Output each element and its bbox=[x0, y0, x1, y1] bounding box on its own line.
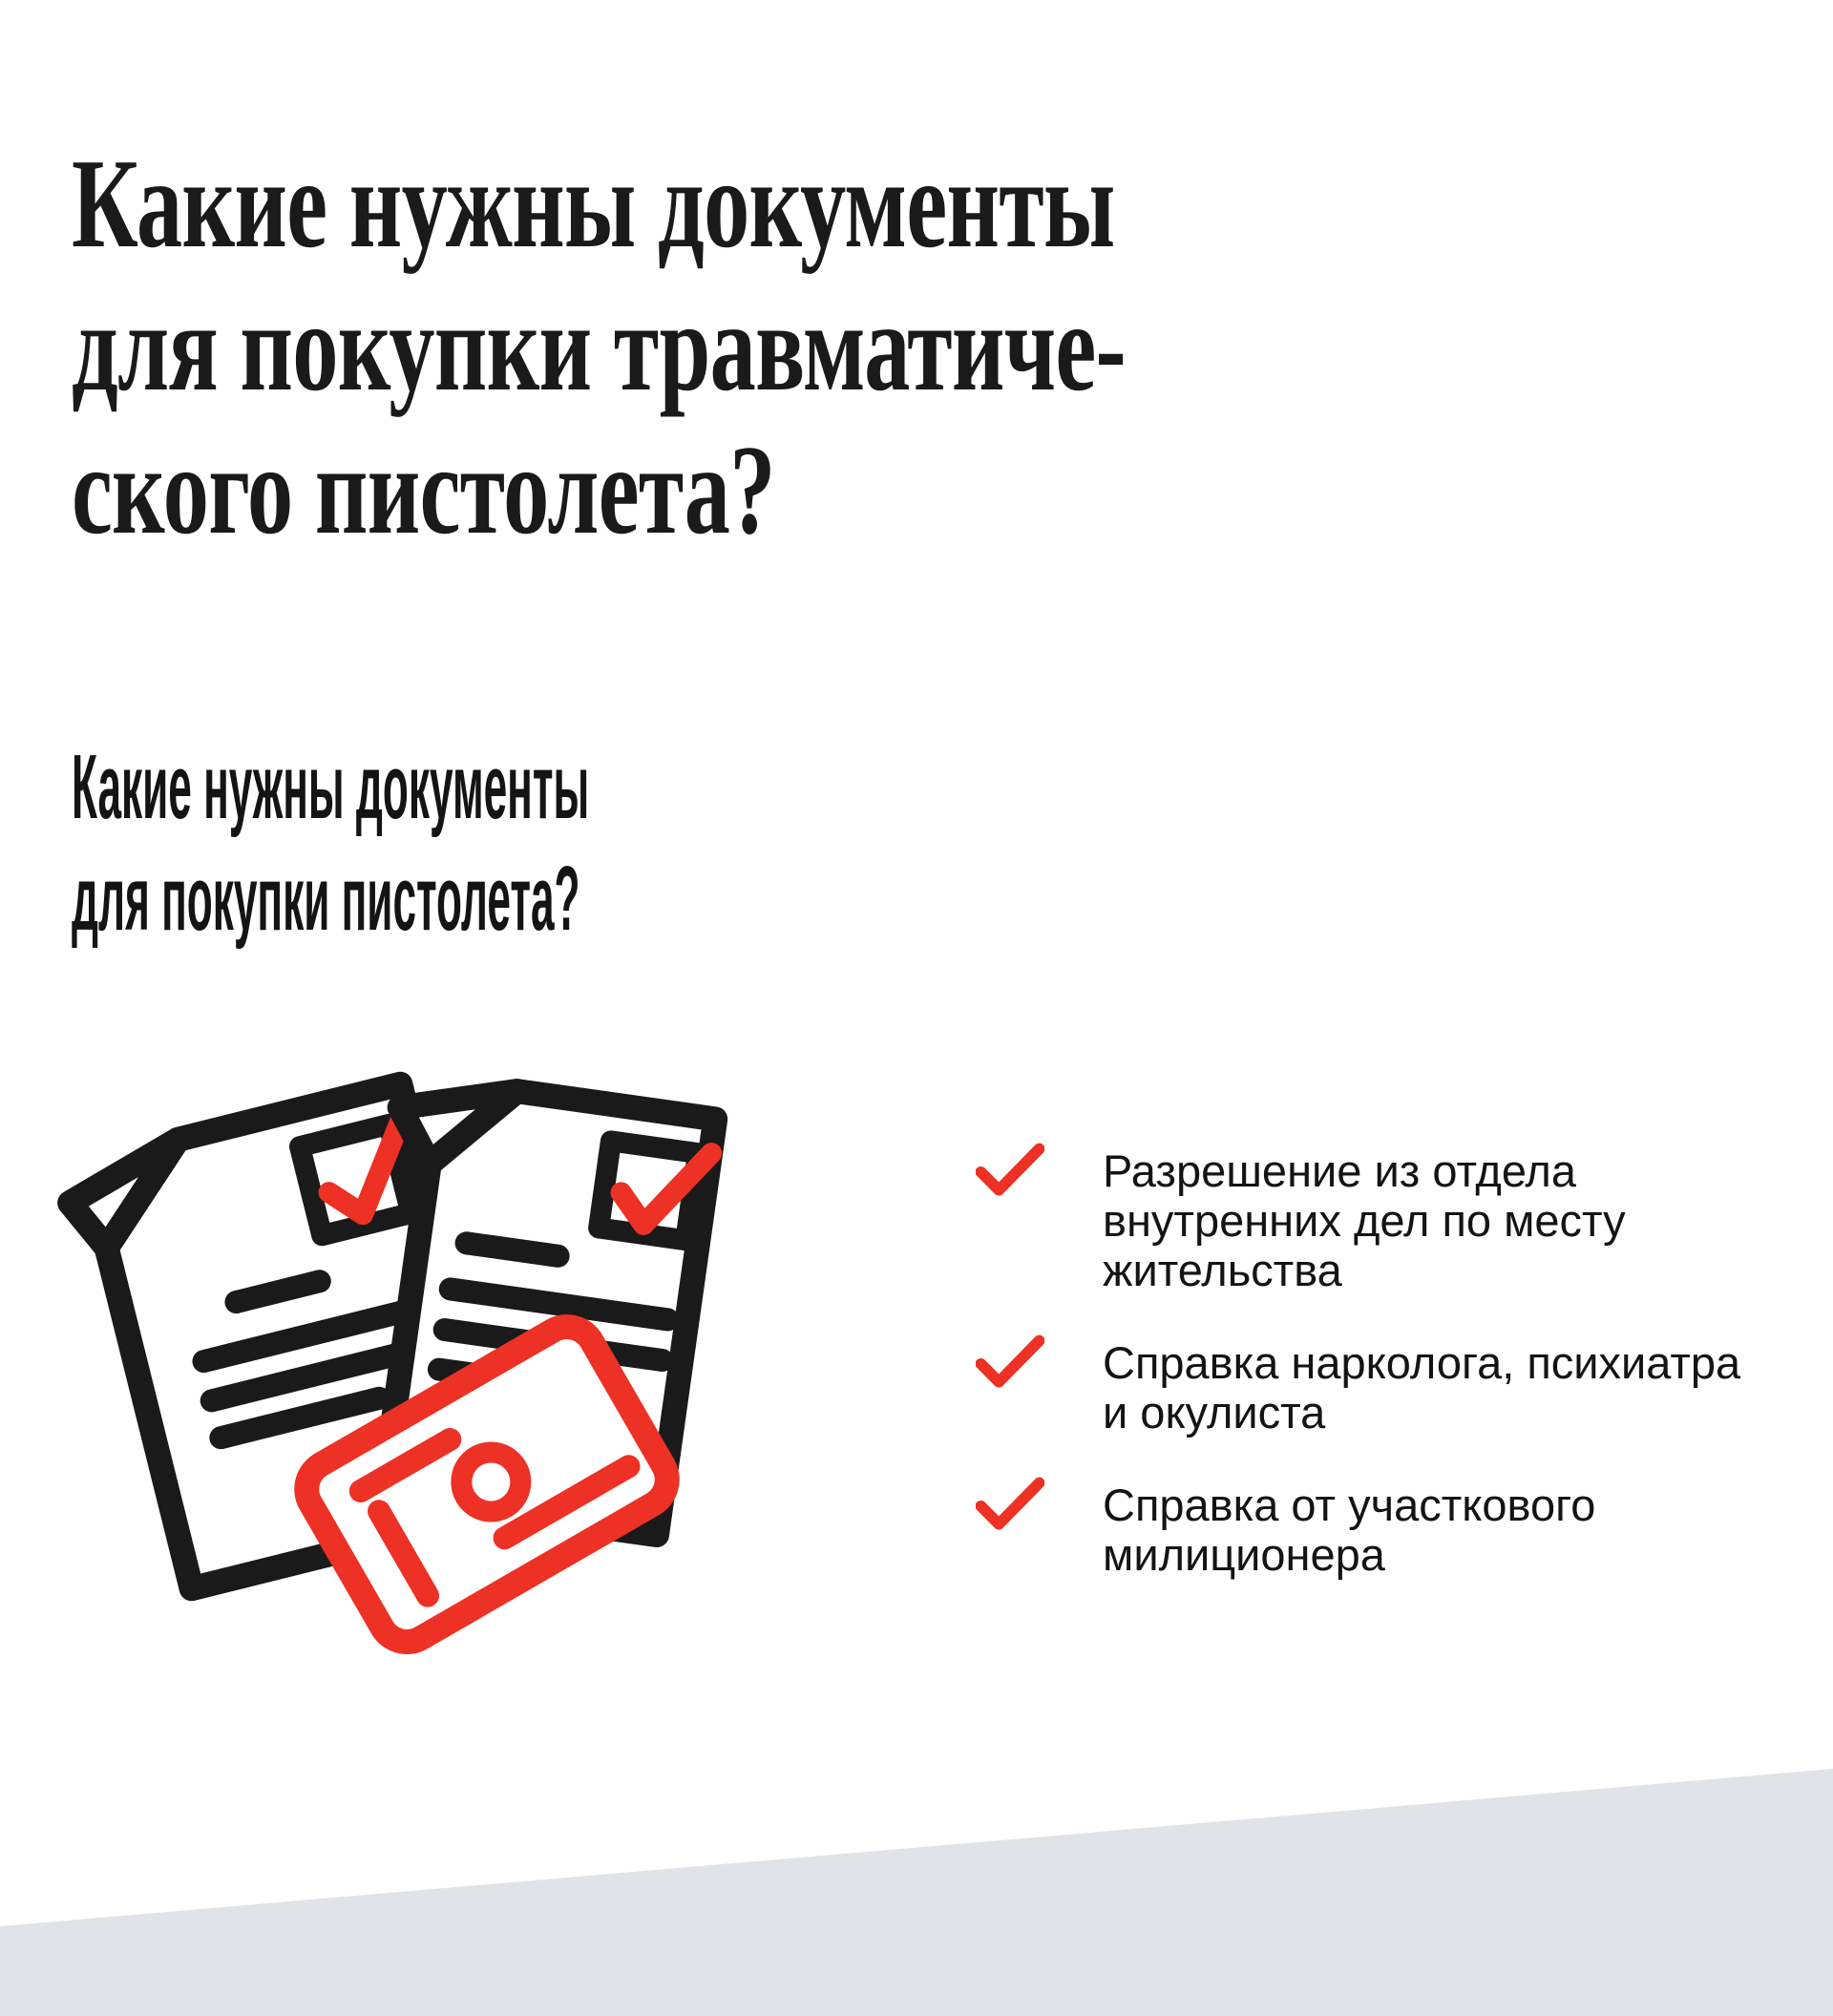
red-check-icon bbox=[976, 1143, 1044, 1198]
documents-illustration bbox=[57, 1031, 735, 1699]
list-item-label: Справка от участкового милиционера bbox=[1103, 1480, 1596, 1580]
red-check-icon bbox=[976, 1477, 1044, 1532]
red-check-icon bbox=[976, 1334, 1044, 1390]
page-subtitle: Какие нужны документы для покупки пистолета? bbox=[72, 736, 590, 950]
list-item bbox=[976, 1338, 1816, 1438]
list-item bbox=[976, 1146, 1816, 1295]
requirements-checklist bbox=[976, 1146, 1816, 1623]
footer-wedge bbox=[0, 1769, 1833, 2016]
page-title: Какие нужны документы для покупки травматиче- ского пистолета? bbox=[72, 133, 1126, 560]
list-item-label: Справка нарколога, психиатра и окулиста bbox=[1103, 1337, 1741, 1438]
list-item bbox=[976, 1480, 1816, 1580]
list-item-label: Разрешение из отдела внутренних дел по месту жительства bbox=[1103, 1145, 1626, 1295]
